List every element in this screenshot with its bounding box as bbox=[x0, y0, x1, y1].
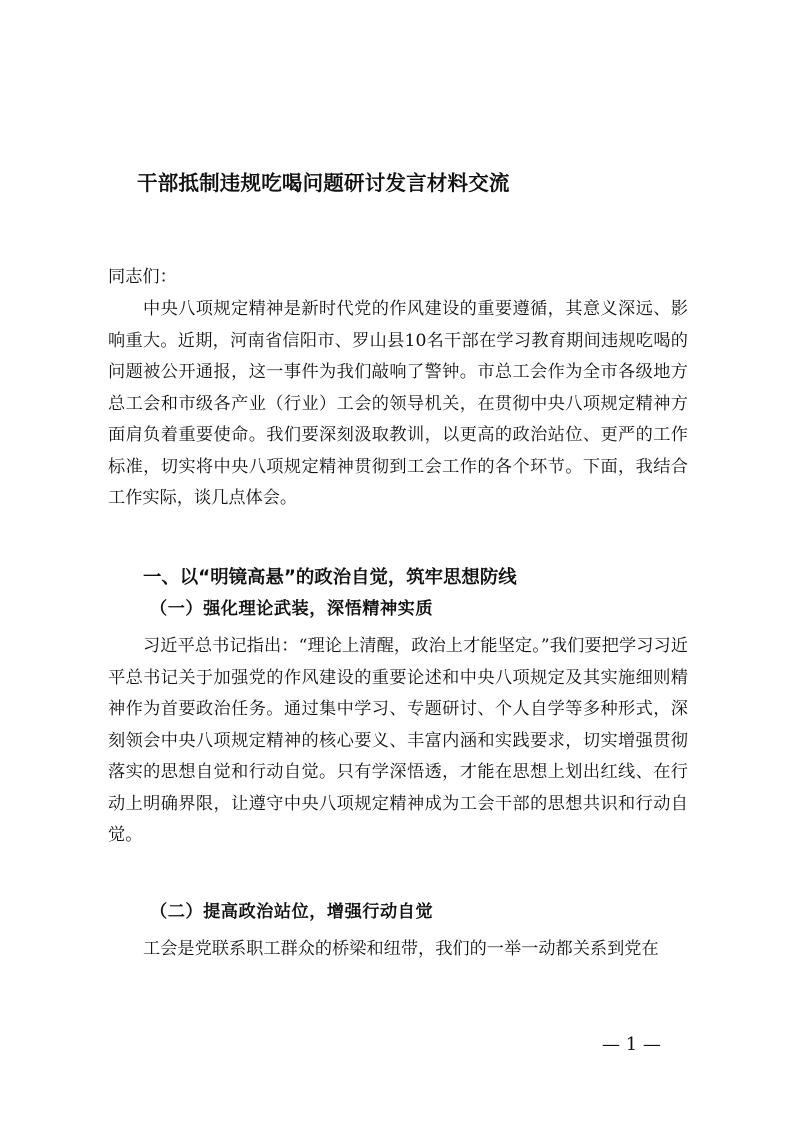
subsection-1-heading: （一）强化理论武装，深悟精神实质 bbox=[150, 599, 434, 619]
intro-paragraph: 中央八项规定精神是新时代党的作风建设的重要遵循，其意义深远、影响重大。近期，河南省信阳市、罗山县10名干部在学习教育期间违规吃喝的问题被公开通报，这一事件为我们敲响了警钟。市总工会作为全市各级地方总工会和市级各产业（行业）工会的领导机关，在贯彻中央八项规定精神方面肩负着重要使命。我们要深刻汲取教训，以更高的政治站位、更严的工作标准，切实将中央八项规定精神贯彻到工会工作的各个环节。下面，我结合工作实际，谈几点体会。 bbox=[108, 299, 688, 508]
subsection-2-paragraph: 工会是党联系职工群众的桥梁和纽带，我们的一举一动都关系到党在 bbox=[143, 939, 659, 959]
subsection-2-heading: （二）提高政治站位，增强行动自觉 bbox=[150, 902, 434, 922]
salutation: 同志们： bbox=[108, 267, 177, 287]
page-number: — 1 — bbox=[602, 1034, 661, 1055]
section-1-heading: 一、以“明镜高悬”的政治自觉，筑牢思想防线 bbox=[143, 567, 517, 588]
subsection-1-paragraph: 习近平总书记指出：“理论上清醒，政治上才能坚定。”我们要把学习习近平总书记关于加强党的作风建设的重要论述和中央八项规定及其实施细则精神作为首要政治任务。通过集中学习、专题研讨、个人自学等多种形式，深刻领会中央八项规定精神的核心要义、丰富内涵和实践要求，切实增强贯彻落实的思想自觉和行动自觉。只有学深悟透，才能在思想上划出红线、在行动上明确界限，让遵守中央八项规定精神成为工会干部的思想共识和行动自觉。 bbox=[108, 636, 688, 845]
document-title: 干部抵制违规吃喝问题研讨发言材料交流 bbox=[137, 171, 510, 195]
